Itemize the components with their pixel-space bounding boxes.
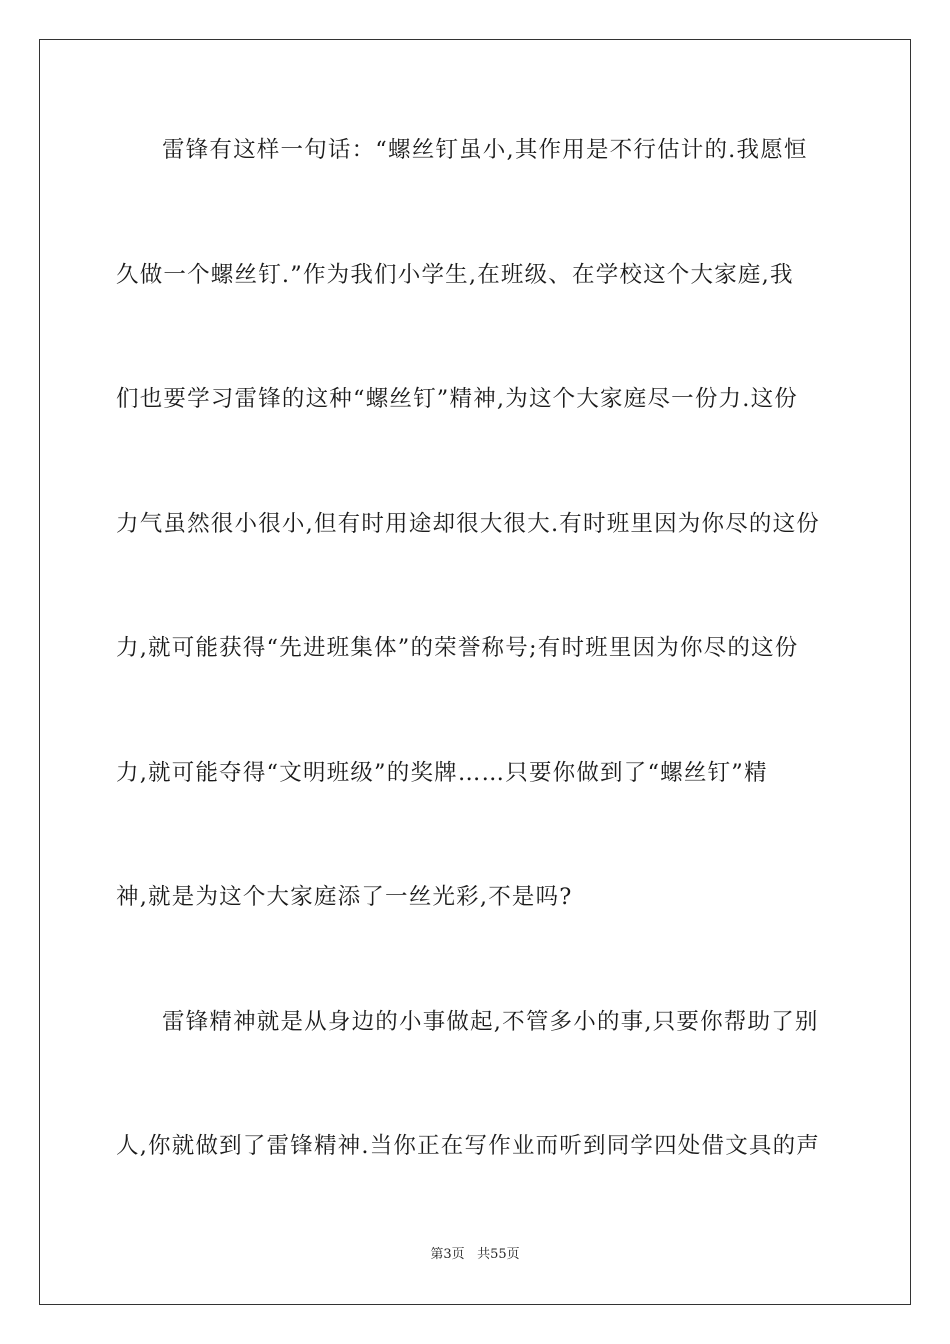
page-border <box>39 39 911 1305</box>
text-line: 人,你就做到了雷锋精神.当你正在写作业而听到同学四处借文具的声 <box>116 1133 821 1159</box>
text-line: 力气虽然很小很小,但有时用途却很大很大.有时班里因为你尽的这份 <box>116 511 821 537</box>
page-number-footer <box>0 1246 950 1264</box>
text-line: 力,就可能获得“先进班集体”的荣誉称号;有时班里因为你尽的这份 <box>116 635 799 661</box>
text-line: 雷锋精神就是从身边的小事做起,不管多小的事,只要你帮助了别 <box>162 1009 819 1035</box>
text-line: 久做一个螺丝钉.”作为我们小学生,在班级、在学校这个大家庭,我 <box>116 262 794 288</box>
text-line: 神,就是为这个大家庭添了一丝光彩,不是吗? <box>116 884 573 910</box>
text-line: 力,就可能夺得“文明班级”的奖牌……只要你做到了“螺丝钉”精 <box>116 760 768 786</box>
text-line: 们也要学习雷锋的这种“螺丝钉”精神,为这个大家庭尽一份力.这份 <box>116 386 799 412</box>
text-line: 雷锋有这样一句话：“螺丝钉虽小,其作用是不行估计的.我愿恒 <box>162 137 808 163</box>
page-number: 第3页 <box>430 1247 465 1262</box>
total-pages: 共55页 <box>477 1247 520 1262</box>
